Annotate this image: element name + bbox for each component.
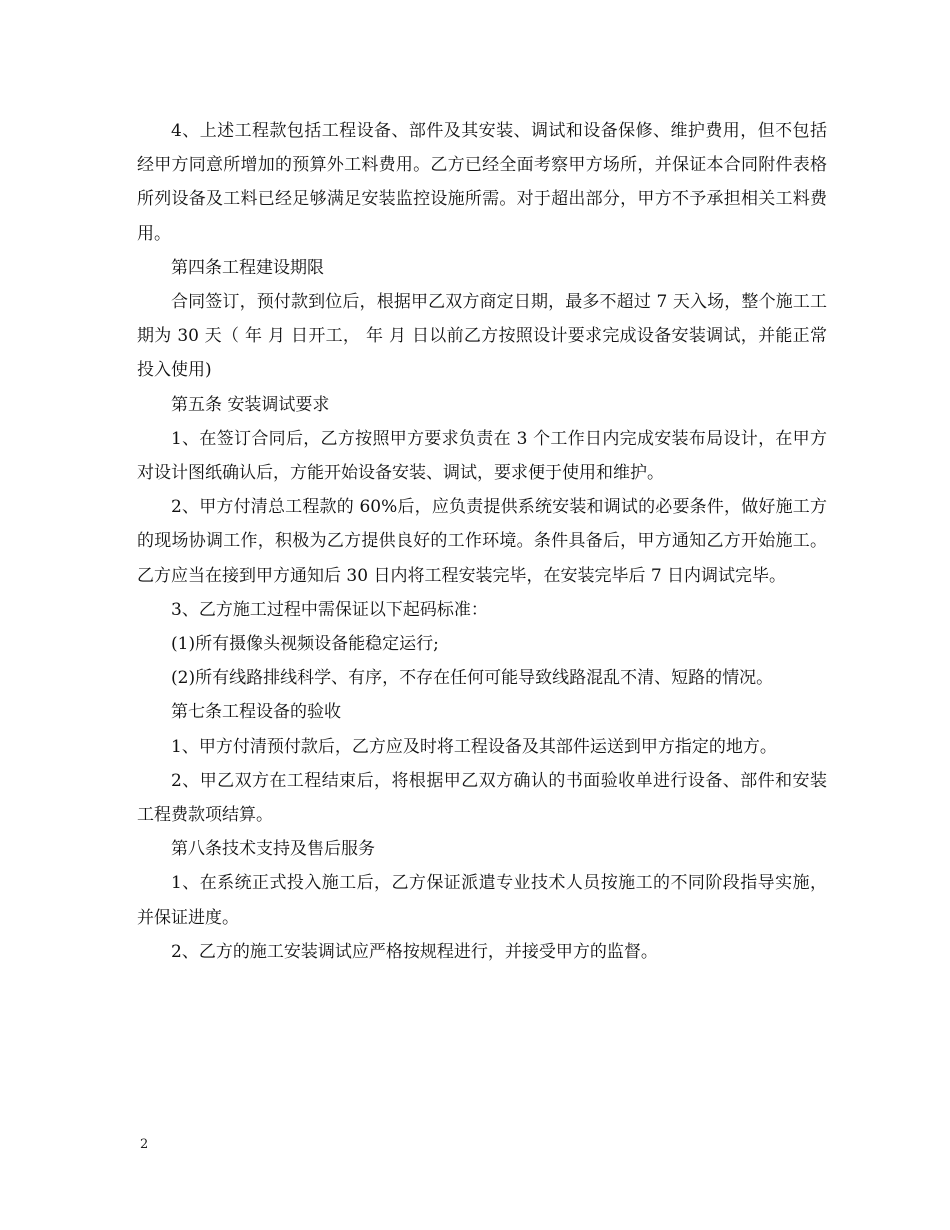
paragraph-supervision: 2、乙方的施工安装调试应严格按规程进行，并接受甲方的监督。 bbox=[171, 941, 658, 962]
paragraph-clause-4-payment-scope: 4、上述工程款包括工程设备、部件及其安装、调试和设备保修、维护费用，但不包括经甲方同意所增加的预算外工料费用。乙方已经全面考察甲方场所，并保证本合同附件表格所列设备及工料已经足够满足安装监控设施所需。对于超出部分，甲方不予承担相关工料费用。 bbox=[137, 121, 827, 244]
paragraph-install-design: 1、在签订合同后，乙方按照甲方要求负责在 3 个工作日内完成安装布局设计，在甲方对设计图纸确认后，方能开始设备安装、调试，要求便于使用和维护。 bbox=[137, 428, 827, 484]
paragraph-settlement: 2、甲乙双方在工程结束后，将根据甲乙双方确认的书面验收单进行设备、部件和安装工程费款项结算。 bbox=[137, 770, 827, 826]
paragraph-standards-intro: 3、乙方施工过程中需保证以下起码标准： bbox=[171, 599, 488, 620]
document-body bbox=[137, 114, 827, 969]
paragraph-standard-2: (2)所有线路排线科学、有序，不存在任何可能导致线路混乱不清、短路的情况。 bbox=[171, 668, 774, 689]
heading-article-4: 第四条工程建设期限 bbox=[171, 257, 324, 278]
heading-article-8: 第八条技术支持及售后服务 bbox=[171, 839, 375, 860]
heading-article-7: 第七条工程设备的验收 bbox=[171, 702, 341, 723]
page-number: 2 bbox=[140, 1137, 149, 1152]
heading-article-5: 第五条 安装调试要求 bbox=[171, 394, 330, 415]
paragraph-tech-support: 1、在系统正式投入施工后，乙方保证派遣专业技术人员按施工的不同阶段指导实施，并保证进度。 bbox=[137, 873, 827, 928]
paragraph-standard-1: (1)所有摄像头视频设备能稳定运行; bbox=[171, 634, 439, 655]
paragraph-construction-period: 合同签订，预付款到位后，根据甲乙双方商定日期，最多不超过 7 天入场，整个施工工期为 30 天（ 年 月 日开工， 年 月 日以前乙方按照设计要求完成设备安装调试，并能正常投入使用) bbox=[137, 292, 827, 381]
paragraph-delivery: 1、甲方付清预付款后，乙方应及时将工程设备及其部件运送到甲方指定的地方。 bbox=[171, 736, 777, 757]
paragraph-site-conditions: 2、甲方付清总工程款的 60%后，应负责提供系统安装和调试的必要条件，做好施工方的现场协调工作，积极为乙方提供良好的工作环境。条件具备后，甲方通知乙方开始施工。乙方应当在接到甲方通知后 30 日内将工程安装完毕，在安装完毕后 7 日内调试完毕。 bbox=[137, 497, 827, 586]
